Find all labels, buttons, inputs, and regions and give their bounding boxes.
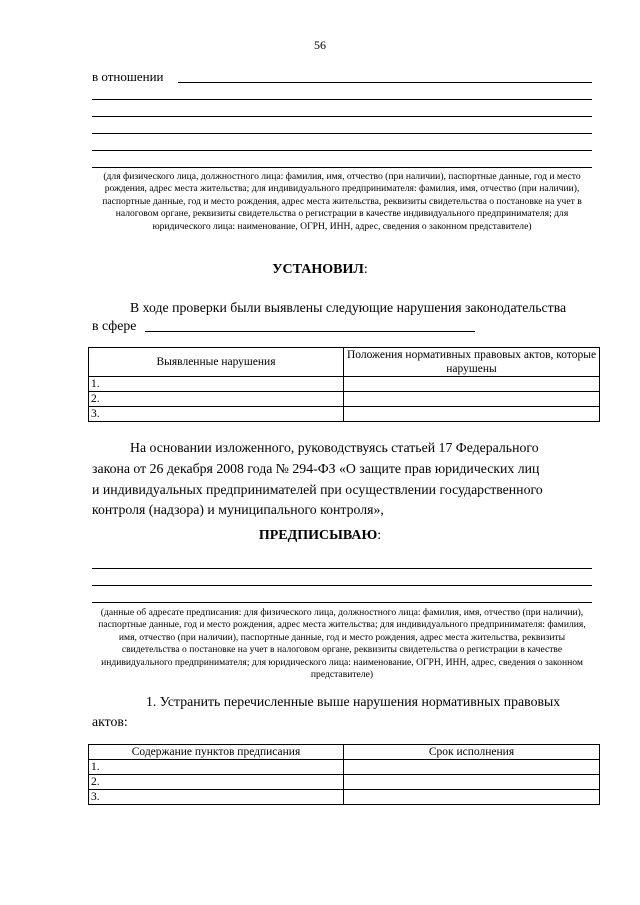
basis-line-4: контроля (надзора) и муниципального контроля», xyxy=(92,502,384,517)
basis-line-1: На основании изложенного, руководствуясь статьей 17 Федерального xyxy=(130,440,539,455)
regarding-caption: (для физического лица, должностного лица: фамилия, имя, отчество (при наличии), паспортные данные, год и место рождения, адрес места жительства; для индивидуального предпринимателя: фамилия, имя, отчество (при наличии), паспортные данные, год и место рождения, адрес места жительства, реквизиты свидетельства о постановке на учет в налоговом органе, реквизиты свидетельства о регистрации в качестве индивидуального предпринимателя; для юридического лица: наименование, ОГРН, ИНН, адрес, сведения о законном представителе) xyxy=(102,171,582,232)
table-row xyxy=(89,790,600,805)
table-row xyxy=(89,760,600,775)
orders-table xyxy=(88,744,600,805)
violations-col2-header: Положения нормативных правовых актов, которые нарушены xyxy=(344,348,600,377)
addressee-input-line-1[interactable] xyxy=(92,568,592,569)
violations-col1-header: Выявленные нарушения xyxy=(89,348,344,377)
orders-row-1-deadline-cell[interactable] xyxy=(344,760,600,775)
table-row xyxy=(89,407,600,422)
orders-col2-header: Срок исполнения xyxy=(344,745,600,760)
sphere-input-line[interactable] xyxy=(145,331,475,332)
addressee-caption: (данные об адресате предписания: для физического лица, должностного лица: фамилия, имя, отчество (при наличии), паспортные данные, год и место рождения, адрес места жительства; для индивидуального предпринимателя: фамилия, имя, отчество (при наличии), паспортные данные, год и место рождения, адрес места жительства, реквизиты свидетельства о постановке на учет в налоговом органе, реквизиты свидетельства о регистрации в качестве индивидуального предпринимателя; для юридического лица: наименование, ОГРН, ИНН, адрес, сведения о законном представителе) xyxy=(98,607,586,681)
regarding-input-line-4[interactable] xyxy=(92,133,592,134)
page-number: 56 xyxy=(314,38,326,52)
orders-row-2-deadline-cell[interactable] xyxy=(344,775,600,790)
violations-row-1-cell[interactable]: 1. xyxy=(89,377,344,392)
addressee-input-line-3[interactable] xyxy=(92,602,592,603)
violations-row-3-provision-cell[interactable] xyxy=(344,407,600,422)
violations-row-2-provision-cell[interactable] xyxy=(344,392,600,407)
sphere-label: в сфере xyxy=(92,318,137,333)
item1-line-2: актов: xyxy=(92,714,128,729)
orders-row-2-cell[interactable]: 2. xyxy=(89,775,344,790)
established-heading: УСТАНОВИЛ: xyxy=(272,262,368,277)
orders-col1-header: Содержание пунктов предписания xyxy=(89,745,344,760)
regarding-input-line-5[interactable] xyxy=(92,150,592,151)
item1-line-1: 1. Устранить перечисленные выше нарушения нормативных правовых xyxy=(146,694,561,709)
basis-line-2: закона от 26 декабря 2008 года № 294-ФЗ «О защите прав юридических лиц xyxy=(92,461,540,476)
regarding-input-line-1[interactable] xyxy=(178,82,592,83)
violations-row-1-provision-cell[interactable] xyxy=(344,377,600,392)
established-paragraph-line1: В ходе проверки были выявлены следующие нарушения законодательства xyxy=(130,300,567,315)
basis-line-3: и индивидуальных предпринимателей при осуществлении государственного xyxy=(92,482,543,497)
addressee-input-line-2[interactable] xyxy=(92,585,592,586)
orders-row-3-deadline-cell[interactable] xyxy=(344,790,600,805)
orders-row-1-cell[interactable]: 1. xyxy=(89,760,344,775)
table-row xyxy=(89,377,600,392)
table-row xyxy=(89,775,600,790)
violations-row-3-cell[interactable]: 3. xyxy=(89,407,344,422)
prescribe-heading: ПРЕДПИСЫВАЮ: xyxy=(258,528,382,543)
orders-row-3-cell[interactable]: 3. xyxy=(89,790,344,805)
table-row xyxy=(89,392,600,407)
violations-table xyxy=(88,347,600,422)
regarding-input-line-2[interactable] xyxy=(92,99,592,100)
regarding-input-line-6[interactable] xyxy=(92,167,592,168)
regarding-label: в отношении xyxy=(92,69,164,84)
regarding-input-line-3[interactable] xyxy=(92,116,592,117)
violations-row-2-cell[interactable]: 2. xyxy=(89,392,344,407)
